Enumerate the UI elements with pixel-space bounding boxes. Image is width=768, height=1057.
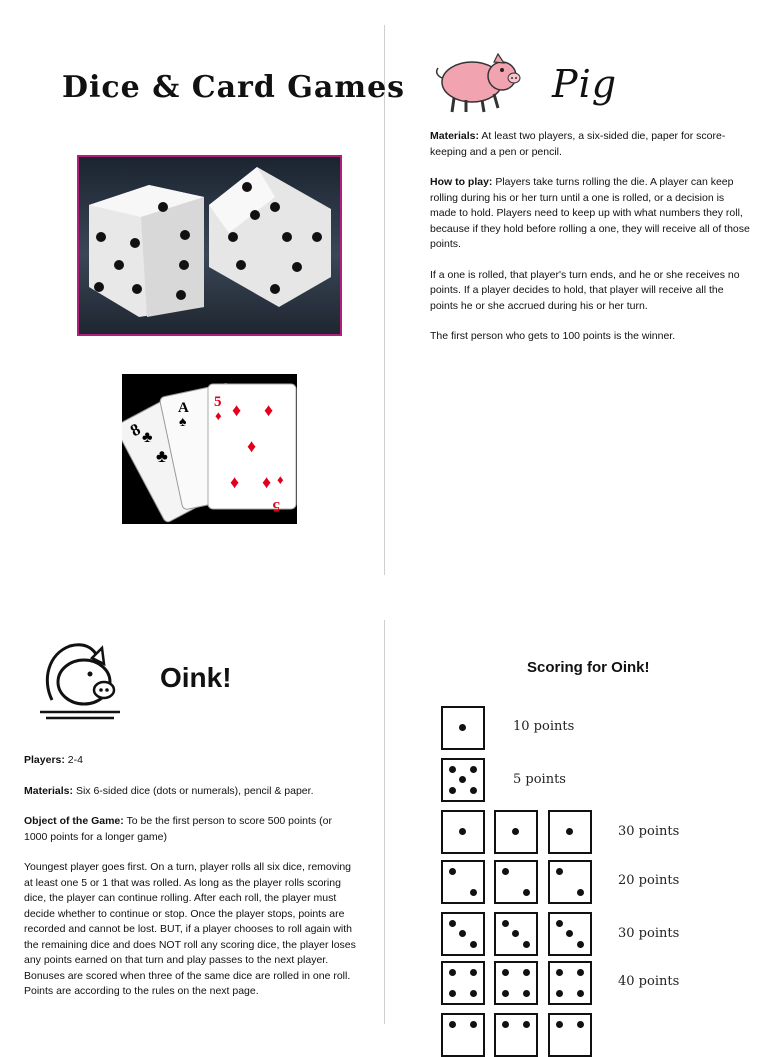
players-text: 2-4 xyxy=(64,754,83,766)
playing-cards-photo xyxy=(122,374,297,524)
svg-text:♦: ♦ xyxy=(277,472,284,487)
card-ace-label: A xyxy=(178,400,189,416)
row-5-points: 30 points xyxy=(618,926,680,941)
die-face-2 xyxy=(494,860,538,904)
card-5-label: 5 xyxy=(214,394,222,410)
die-face-3 xyxy=(494,912,538,956)
die-face-5 xyxy=(548,1013,592,1057)
howto-label: How to play: xyxy=(430,176,493,188)
die-face-2 xyxy=(548,860,592,904)
oink-materials-text: Six 6-sided dice (dots or numerals), pencil & paper. xyxy=(73,784,314,797)
row-4-points: 20 points xyxy=(618,873,680,888)
die-face-1 xyxy=(441,810,485,854)
svg-text:♦: ♦ xyxy=(247,436,257,456)
die-face-3 xyxy=(441,912,485,956)
pig-illustration xyxy=(434,50,524,120)
die-face-4 xyxy=(548,961,592,1005)
row-3-points: 30 points xyxy=(618,824,680,839)
pig-materials-text: At least two players, a six-sided die, paper for score-keeping and a pen or pencil. xyxy=(430,130,726,158)
object-label: Object of the Game: xyxy=(24,815,124,827)
page-title: Dice & Card Games xyxy=(62,70,406,105)
svg-text:♦: ♦ xyxy=(262,472,272,492)
row-1-points: 10 points xyxy=(513,719,575,734)
svg-text:♣: ♣ xyxy=(156,446,168,466)
pig-para-3: If a one is rolled, that player's turn ends, and he or she receives no points. If a player decides to hold, that player will receive all the points he or she accrued during his or her turn. xyxy=(430,268,740,312)
svg-text:♦: ♦ xyxy=(230,472,240,492)
row-2-points: 5 points xyxy=(513,772,566,787)
center-divider-top xyxy=(384,25,385,575)
card-8-label: 8 xyxy=(127,419,144,441)
die-face-5 xyxy=(441,1013,485,1057)
materials-label: Materials: xyxy=(430,130,480,142)
pig-rules xyxy=(430,129,750,360)
die-face-1 xyxy=(494,810,538,854)
die-face-3 xyxy=(548,912,592,956)
svg-text:♦: ♦ xyxy=(215,408,222,423)
pig-howto-text: Players take turns rolling the die. A player can keep rolling during his or her turn until a one is rolled, or a decision is made to hold. Players need to keep up with what numbers they roll, because if they hold before rolling a one, they will receive all of those points. xyxy=(430,176,750,250)
svg-text:♠: ♠ xyxy=(179,413,187,429)
die-face-1 xyxy=(441,706,485,750)
svg-text:♦: ♦ xyxy=(232,400,242,420)
svg-text:♦: ♦ xyxy=(264,400,274,420)
die-face-5 xyxy=(494,1013,538,1057)
object-text: To be the first person to score 500 points (or 1000 points for a longer game) xyxy=(24,815,332,843)
oink-main-para: Youngest player goes first. On a turn, player rolls all six dice, removing at least one 5 or 1 that was rolled. As long as the player rolls scoring dice, the player can continue rolling. After each roll, the player must decide whether to continue or stop. Once the player stops, points are recorded and cannot be lost. BUT, if a player chooses to roll again with the remaining dice and does NOT roll any scoring dice, the player loses any points earned on that turn and play passes to the next player. Bonuses are scored when three of the same dice are rolled in one roll. Points are according to the rules on the next page. xyxy=(24,861,356,997)
oink-title: Oink! xyxy=(160,662,232,693)
die-face-4 xyxy=(494,961,538,1005)
dice-photo xyxy=(77,155,342,336)
players-label: Players: xyxy=(24,754,65,766)
svg-text:♣: ♣ xyxy=(142,429,153,446)
center-divider-bottom xyxy=(384,620,385,1024)
scoring-title: Scoring for Oink! xyxy=(527,659,650,676)
oink-pig-logo xyxy=(40,640,122,731)
die-face-4 xyxy=(441,961,485,1005)
die-face-5 xyxy=(441,758,485,802)
pig-para-4: The first person who gets to 100 points is the winner. xyxy=(430,330,676,342)
die-face-2 xyxy=(441,860,485,904)
oink-rules xyxy=(24,753,356,1015)
row-6-points: 40 points xyxy=(618,974,680,989)
oink-materials-label: Materials: xyxy=(24,784,74,797)
die-face-1 xyxy=(548,810,592,854)
card-5-label-bottom: 5 xyxy=(272,498,280,514)
pig-title: Pig xyxy=(552,62,618,106)
